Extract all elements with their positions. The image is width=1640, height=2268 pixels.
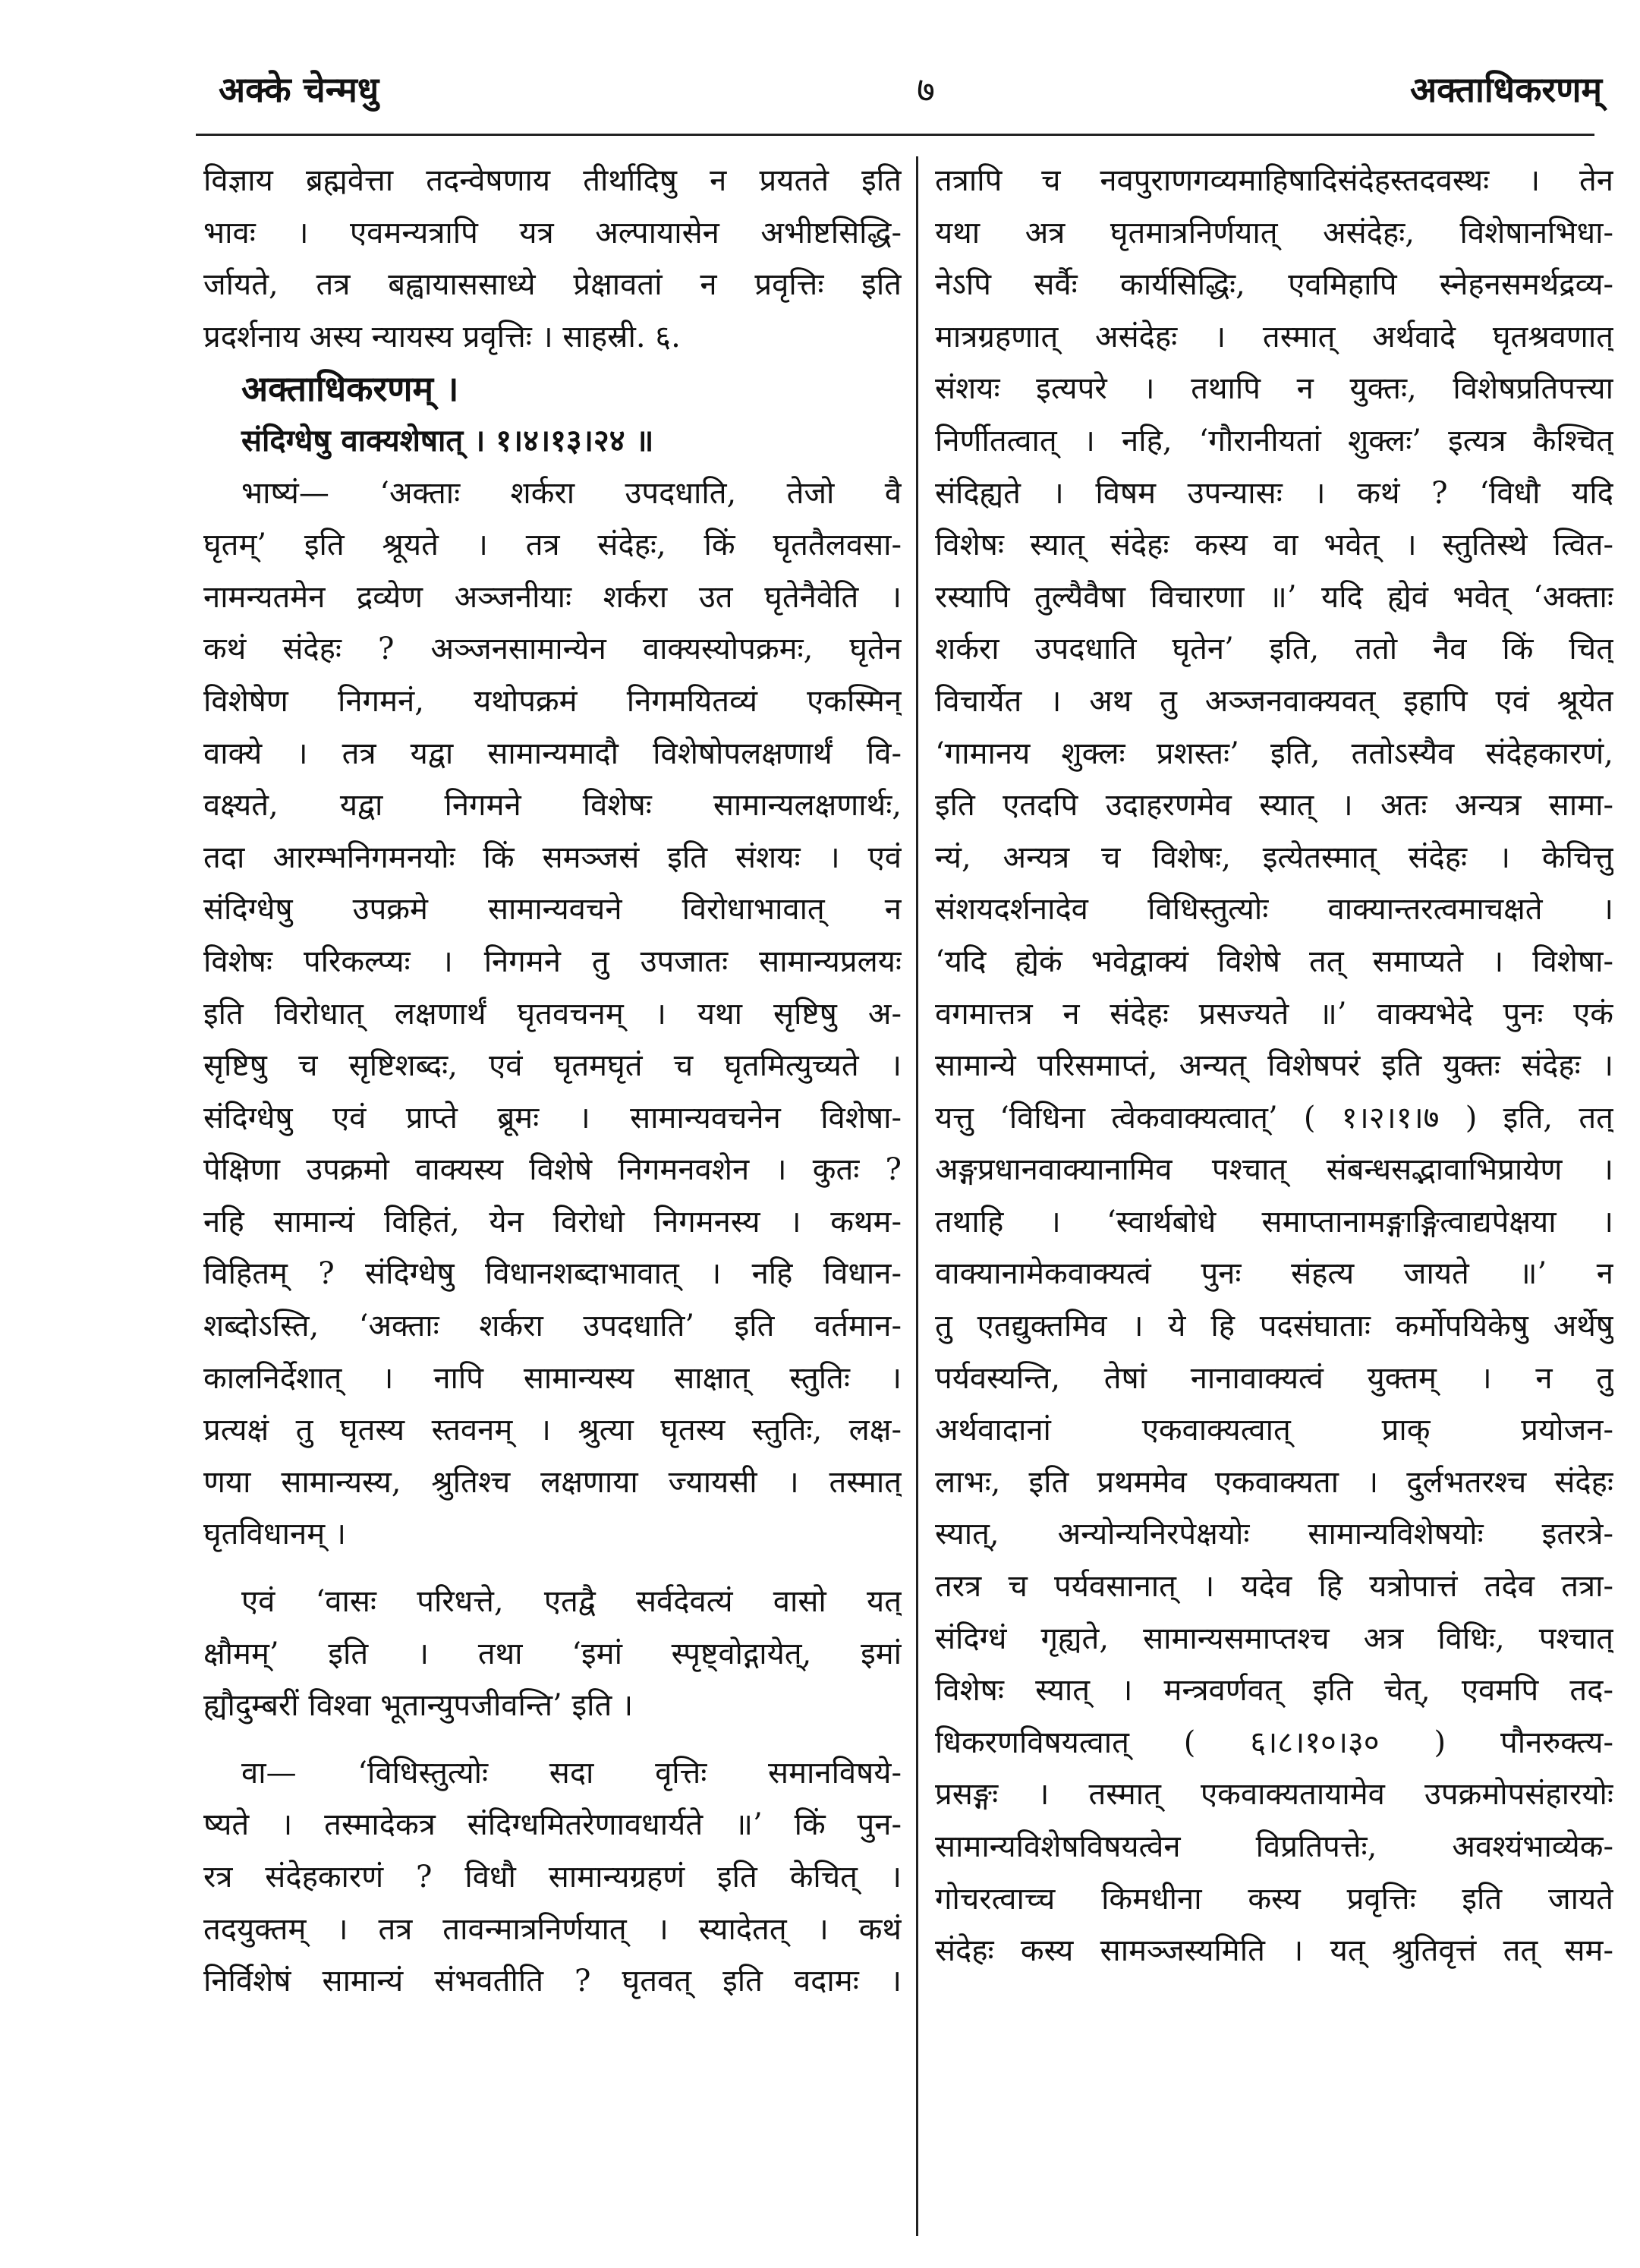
text-line: अर्थवादानां एकवाक्यत्वात् प्राक् प्रयोजन-	[935, 1413, 1613, 1448]
text-line: अङ्गप्रधानवाक्यानामिव पश्चात् संबन्धसद्भावाभिप्रायेण ।	[935, 1152, 1613, 1188]
text-line: तदयुक्तम् । तत्र तावन्मात्रनिर्णयात् । स्यादेतत् । कथं	[203, 1911, 902, 1947]
text-line: प्रत्यक्षं तु घृतस्य स्तवनम् । श्रुत्या घृतस्य स्तुतिः, लक्ष-	[203, 1413, 902, 1448]
text-line: रत्र संदेहकारणं ? विधौ सामान्यग्रहणं इति केचित् ।	[203, 1860, 902, 1895]
text-line: ह्यौदुम्बरीं विश्वा भूतान्युपजीवन्ति’ इति ।	[203, 1688, 634, 1724]
text-line: निर्विशेषं सामान्यं संभवतीति ? घृतवत् इति वदामः ।	[203, 1964, 902, 1999]
text-line: नहि सामान्यं विहितं, येन विरोधो निगमनस्य । कथम-	[203, 1204, 902, 1240]
text-line: नेऽपि सर्वैः कार्यसिद्धिः, एवमिहापि स्नेहनसमर्थद्रव्य-	[935, 267, 1613, 303]
text-line: यत्तु ‘विधिना त्वेकवाक्यत्वात्’ ( १।२।१।७ ) इति, तत्	[935, 1100, 1613, 1136]
text-line: वगमात्तत्र न संदेहः प्रसज्यते ॥’ वाक्यभेदे पुनः एकं	[935, 996, 1613, 1032]
text-line: कालनिर्देशात् । नापि सामान्यस्य साक्षात् स्तुतिः ।	[203, 1360, 902, 1396]
text-line: णया सामान्यस्य, श्रुतिश्च लक्षणाया ज्यायसी । तस्मात्	[203, 1464, 902, 1500]
text-line: रस्यापि तुल्यैवैषा विचारणा ॥’ यदि ह्येवं भवेत् ‘अक्ताः	[935, 579, 1613, 615]
text-line: यथा अत्र घृतमात्रनिर्णयात् असंदेहः, विशेषानभिधा-	[935, 215, 1613, 250]
text-line: वक्ष्यते, यद्वा निगमने विशेषः सामान्यलक्षणार्थः,	[203, 788, 902, 824]
text-line: नामन्यतमेन द्रव्येण अञ्जनीयाः शर्करा उत घृतेनैवेति ।	[203, 579, 902, 615]
text-line: तदा आरम्भनिगमनयोः किं समञ्जसं इति संशयः । एवं	[203, 839, 902, 875]
text-line: शब्दोऽस्ति, ‘अक्ताः शर्करा उपदधाति’ इति वर्तमान-	[203, 1309, 902, 1344]
text-line: विज्ञाय ब्रह्मवेत्ता तदन्वेषणाय तीर्थादिषु न प्रयतते इति	[203, 163, 902, 198]
text-line: पेक्षिणा उपक्रमो वाक्यस्य विशेषे निगमनवशेन । कुतः ?	[203, 1152, 902, 1188]
column-divider	[916, 156, 918, 2236]
text-line: भावः । एवमन्यत्रापि यत्र अल्पायासेन अभीष्टसिद्धि-	[203, 215, 902, 250]
text-line: संशयदर्शनादेव विधिस्तुत्योः वाक्यान्तरत्वमाचक्षते ।	[935, 892, 1613, 928]
text-line: सामान्यविशेषविषयत्वेन विप्रतिपत्तेः, अवश्यंभाव्येक-	[935, 1829, 1613, 1864]
text-line: इति विरोधात् लक्षणार्थं घृतवचनम् । यथा सृष्टिषु अ-	[203, 996, 902, 1032]
running-head-left: अक्के चेन्मधु	[219, 69, 379, 110]
text-line: विशेषः परिकल्प्यः । निगमने तु उपजातः सामान्यप्रलयः	[203, 943, 902, 979]
text-line: धिकरणविषयत्वात् ( ६।८।१०।३० ) पौनरुक्त्य-	[935, 1725, 1613, 1760]
text-line: संदिग्धेषु उपक्रमे सामान्यवचने विरोधाभावात् न	[203, 892, 902, 928]
text-line: प्रसङ्गः । तस्मात् एकवाक्यतायामेव उपक्रमोपसंहारयोः	[935, 1777, 1613, 1813]
text-line: वाक्ये । तत्र यद्वा सामान्यमादौ विशेषोपलक्षणार्थं वि-	[203, 736, 902, 771]
page-number: ७	[917, 69, 935, 110]
text-line: ‘गामानय शुक्लः प्रशस्तः’ इति, ततोऽस्यैव संदेहकारणं,	[935, 736, 1613, 771]
text-line: एवं ‘वासः परिधत्ते, एतद्वै सर्वदेवत्यं वासो यत्	[241, 1584, 902, 1620]
text-line: शर्करा उपदधाति घृतेन’ इति, ततो नैव किं चित्	[935, 632, 1613, 667]
text-line: ष्यते । तस्मादेकत्र संदिग्धमितरेणावधार्यते ॥’ किं पुन-	[203, 1807, 902, 1843]
text-line: संदिह्यते । विषम उपन्यासः । कथं ? ‘विधौ यदि	[935, 475, 1613, 511]
text-line: लाभः, इति प्रथममेव एकवाक्यता । दुर्लभतरश्च संदेहः	[935, 1464, 1613, 1500]
running-head-right: अक्ताधिकरणम्	[1409, 69, 1602, 110]
text-line: गोचरत्वाच्च किमधीना कस्य प्रवृत्तिः इति जायते	[935, 1881, 1613, 1917]
text-line: सामान्ये परिसमाप्तं, अन्यत् विशेषपरं इति युक्तः संदेहः ।	[935, 1048, 1613, 1084]
text-line: र्जायते, तत्र बह्वायाससाध्ये प्रेक्षावतां न प्रवृत्तिः इति	[203, 267, 902, 303]
text-line: वाक्यानामेकवाक्यत्वं पुनः संहत्य जायते ॥’ न	[935, 1256, 1613, 1292]
text-line: तु एतद्युक्तमिव । ये हि पदसंघाताः कर्मोपयिकेषु अर्थेषु	[935, 1309, 1613, 1344]
text-line: पर्यवस्यन्ति, तेषां नानावाक्यत्वं युक्तम् । न तु	[935, 1360, 1613, 1396]
text-line: संदिग्धेषु एवं प्राप्ते ब्रूमः । सामान्यवचनेन विशेषा-	[203, 1100, 902, 1136]
sutra-line: संदिग्धेषु वाक्यशेषात् । १।४।१३।२४ ॥	[241, 422, 654, 458]
text-line: घृतम्’ इति श्रूयते । तत्र संदेहः, किं घृततैलवसा-	[203, 528, 902, 563]
text-line: संदेहः कस्य सामञ्जस्यमिति । यत् श्रुतिवृत्तं तत् सम-	[935, 1933, 1613, 1969]
header-rule	[196, 134, 1594, 136]
text-line: सृष्टिषु च सृष्टिशब्दः, एवं घृतमघृतं च घृतमित्युच्यते ।	[203, 1048, 902, 1084]
text-line: घृतविधानम् ।	[203, 1517, 346, 1552]
text-line: प्रदर्शनाय अस्य न्यायस्य प्रवृत्तिः । साहस्री. ६.	[203, 319, 681, 354]
text-line: संदिग्धं गृह्यते, सामान्यसमाप्तश्च अत्र विधिः, पश्चात्	[935, 1621, 1613, 1656]
text-line: विशेषः स्यात् संदेहः कस्य वा भवेत् । स्तुतिस्थे त्वित-	[935, 528, 1613, 563]
text-line: संशयः इत्यपरे । तथापि न युक्तः, विशेषप्रतिपत्त्या	[935, 371, 1613, 407]
text-line: तरत्र च पर्यवसानात् । यदेव हि यत्रोपात्तं तदेव तत्रा-	[935, 1569, 1613, 1605]
text-line: वा— ‘विधिस्तुत्योः सदा वृत्तिः समानविषये-	[241, 1755, 902, 1791]
text-line: विहितम् ? संदिग्धेषु विधानशब्दाभावात् । नहि विधान-	[203, 1256, 902, 1292]
text-line: स्यात्, अन्योन्यनिरपेक्षयोः सामान्यविशेषयोः इतरत्रे-	[935, 1517, 1613, 1552]
text-line: तत्रापि च नवपुराणगव्यमाहिषादिसंदेहस्तदवस्थः । तेन	[935, 163, 1613, 198]
text-line: इति एतदपि उदाहरणमेव स्यात् । अतः अन्यत्र सामा-	[935, 788, 1613, 824]
text-line: कथं संदेहः ? अञ्जनसामान्येन वाक्यस्योपक्रमः, घृतेन	[203, 632, 902, 667]
text-line: विशेषेण निगमनं, यथोपक्रमं निगमयितव्यं एकस्मिन्	[203, 683, 902, 719]
text-line: क्षौमम्’ इति । तथा ‘इमां स्पृष्ट्वोद्गायेत्, इमां	[203, 1636, 902, 1671]
text-line: भाष्यं— ‘अक्ताः शर्करा उपदधाति, तेजो वै	[241, 475, 902, 511]
text-line: मात्रग्रहणात् असंदेहः । तस्मात् अर्थवादे घृतश्रवणात्	[935, 319, 1613, 354]
section-heading: अक्ताधिकरणम् ।	[241, 368, 459, 410]
left-column	[203, 155, 902, 2008]
text-line: विशेषः स्यात् । मन्त्रवर्णवत् इति चेत्, एवमपि तद-	[935, 1673, 1613, 1709]
right-column	[935, 155, 1613, 1977]
text-line: ‘यदि ह्येकं भवेद्वाक्यं विशेषे तत् समाप्यते । विशेषा-	[935, 943, 1613, 979]
text-line: तथाहि । ‘स्वार्थबोधे समाप्तानामङ्गाङ्गित्वाद्यपेक्षया ।	[935, 1204, 1613, 1240]
text-line: विचार्येत । अथ तु अञ्जनवाक्यवत् इहापि एवं श्रूयेत	[935, 683, 1613, 719]
text-line: न्यं, अन्यत्र च विशेषः, इत्येतस्मात् संदेहः । केचित्तु	[935, 839, 1613, 875]
text-line: निर्णीतत्वात् । नहि, ‘गौरानीयतां शुक्लः’ इत्यत्र कैश्चित्	[935, 423, 1613, 458]
